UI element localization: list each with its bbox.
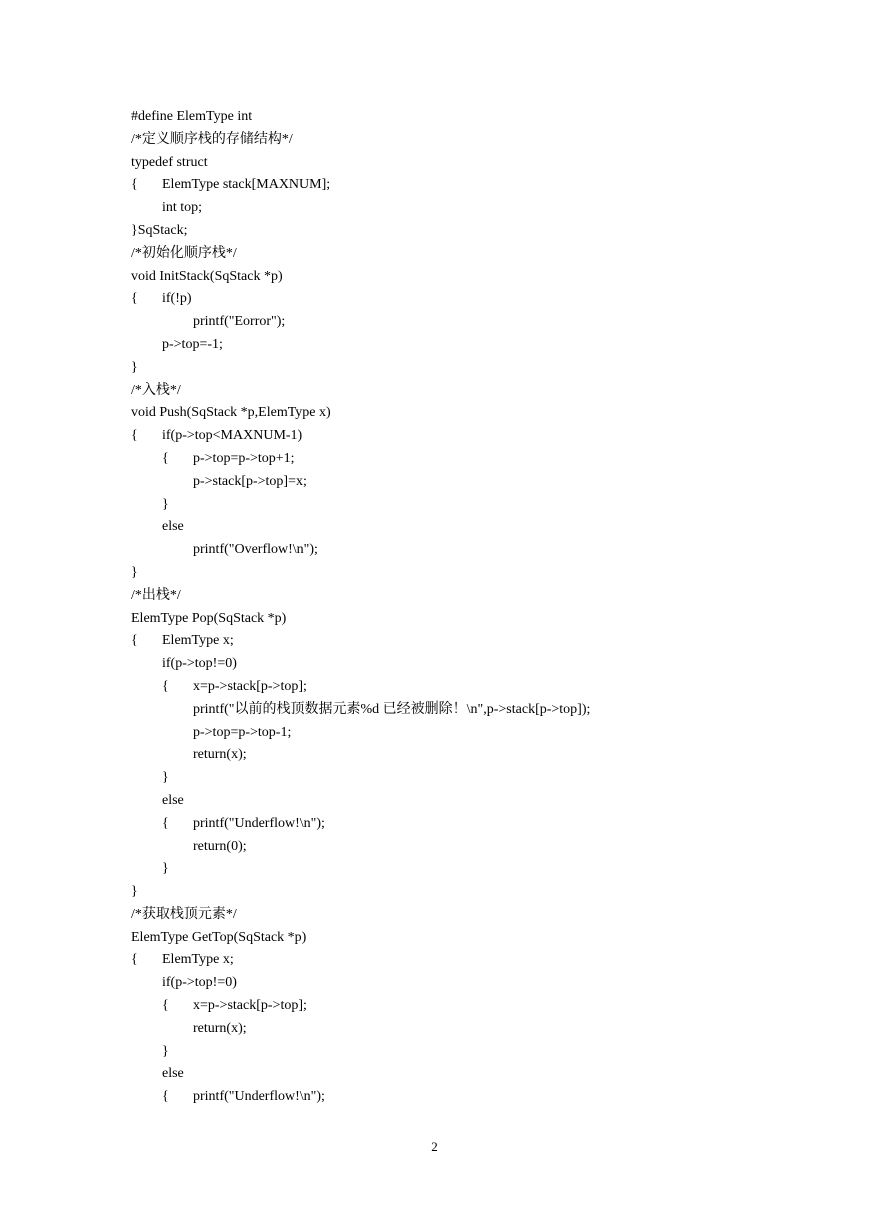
code-text: p->stack[p->top]=x; [193, 473, 307, 489]
code-line [131, 699, 831, 722]
code-text: printf("Underflow!\n"); [193, 1089, 325, 1105]
code-line [131, 858, 831, 881]
code-text: ElemType Pop(SqStack *p) [131, 610, 287, 626]
code-text: ElemType GetTop(SqStack *p) [131, 929, 307, 945]
code-line [131, 402, 831, 425]
code-line [131, 1063, 831, 1086]
code-line [131, 676, 831, 699]
code-text: x=p->stack[p->top]; [193, 998, 307, 1014]
code-text: x=p->stack[p->top]; [193, 678, 307, 694]
code-text: void InitStack(SqStack *p) [131, 268, 283, 284]
code-line [131, 813, 831, 836]
code-line [131, 995, 831, 1018]
code-brace: { [131, 952, 138, 968]
code-text: } [131, 884, 138, 900]
code-text: return(0); [193, 838, 247, 854]
code-brace: { [131, 633, 138, 649]
code-line [131, 539, 831, 562]
code-line [131, 174, 831, 197]
code-text: ElemType stack[MAXNUM]; [162, 177, 331, 193]
code-brace: { [162, 815, 169, 831]
code-line [131, 106, 831, 129]
code-text: } [162, 1043, 169, 1059]
code-line [131, 1041, 831, 1064]
code-line [131, 927, 831, 950]
code-text: /*获取栈顶元素*/ [131, 906, 237, 922]
code-text: /*定义顺序栈的存储结构*/ [131, 131, 293, 147]
code-text: printf("Underflow!\n"); [193, 815, 325, 831]
code-line [131, 904, 831, 927]
code-line [131, 266, 831, 289]
code-line [131, 1086, 831, 1109]
code-line [131, 288, 831, 311]
code-line [131, 1018, 831, 1041]
code-text: int top; [162, 200, 203, 216]
code-line [131, 380, 831, 403]
code-text: p->top=-1; [162, 336, 223, 352]
code-line [131, 425, 831, 448]
code-text: p->top=p->top-1; [193, 724, 292, 740]
code-text: printf("Overflow!\n"); [193, 542, 318, 558]
code-text: } [162, 496, 169, 512]
code-line [131, 722, 831, 745]
code-line [131, 516, 831, 539]
code-text: #define ElemType int [131, 109, 253, 124]
code-line [131, 562, 831, 585]
code-line [131, 744, 831, 767]
code-line [131, 152, 831, 175]
code-line [131, 585, 831, 608]
code-text: else [162, 792, 184, 808]
code-text: } [162, 770, 169, 786]
code-line [131, 881, 831, 904]
code-brace: { [162, 1089, 169, 1105]
code-text: return(x); [193, 747, 247, 763]
code-text: /*出栈*/ [131, 587, 181, 603]
code-brace: { [131, 177, 138, 193]
code-line [131, 197, 831, 220]
code-listing [131, 106, 831, 1109]
code-line [131, 220, 831, 243]
code-brace: { [131, 428, 138, 444]
code-line [131, 653, 831, 676]
code-text: typedef struct [131, 154, 208, 170]
code-text: if(p->top<MAXNUM-1) [162, 428, 303, 444]
code-text: } [162, 861, 169, 877]
page-number: 2 [431, 1139, 438, 1154]
code-text: else [162, 1066, 184, 1082]
code-line [131, 949, 831, 972]
code-text: if(!p) [162, 291, 192, 307]
code-line [131, 972, 831, 995]
code-text: } [131, 564, 138, 580]
code-line [131, 608, 831, 631]
code-text: /*初始化顺序栈*/ [131, 245, 237, 261]
code-text: if(p->top!=0) [162, 656, 237, 672]
code-line [131, 357, 831, 380]
code-text: ElemType x; [162, 633, 234, 649]
code-line [131, 334, 831, 357]
code-brace: { [131, 291, 138, 307]
code-line [131, 630, 831, 653]
code-line [131, 311, 831, 334]
code-brace: { [162, 998, 169, 1014]
code-text: void Push(SqStack *p,ElemType x) [131, 405, 331, 421]
code-text: ElemType x; [162, 952, 234, 968]
code-text: printf("Eorror"); [193, 314, 286, 330]
code-line [131, 836, 831, 859]
code-line [131, 129, 831, 152]
code-line [131, 767, 831, 790]
code-line [131, 471, 831, 494]
code-line [131, 243, 831, 266]
code-text: printf("以前的栈顶数据元素%d 已经被删除！\n",p->stack[p->top]); [193, 701, 591, 717]
code-brace: { [162, 450, 169, 466]
code-text: else [162, 519, 184, 535]
code-line [131, 494, 831, 517]
code-text: if(p->top!=0) [162, 975, 237, 991]
code-brace: { [162, 678, 169, 694]
code-line [131, 448, 831, 471]
code-text: /*入栈*/ [131, 382, 181, 398]
code-text: p->top=p->top+1; [193, 450, 295, 466]
code-text: return(x); [193, 1020, 247, 1036]
code-text: } [131, 359, 138, 375]
code-text: }SqStack; [131, 222, 188, 238]
code-line [131, 790, 831, 813]
